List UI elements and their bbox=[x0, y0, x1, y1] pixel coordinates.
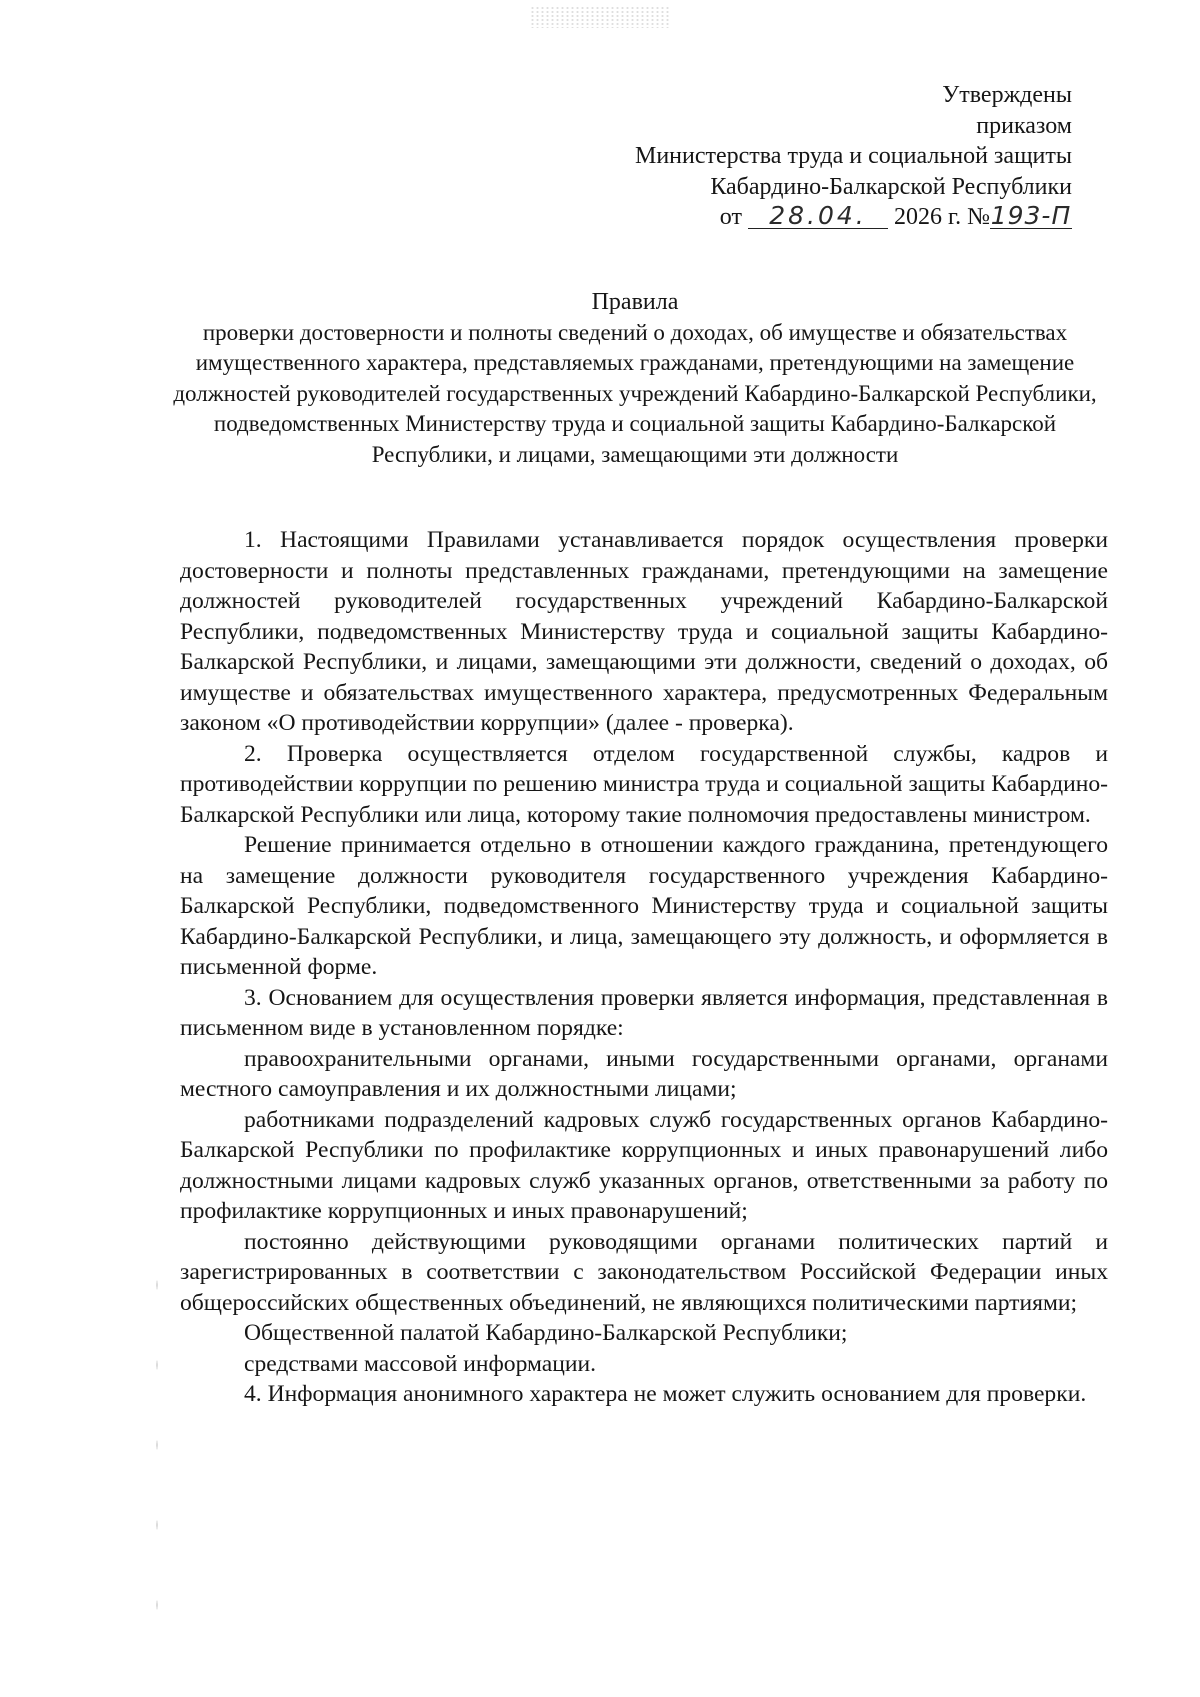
approval-line-order: приказом bbox=[976, 112, 1072, 139]
paragraph-1: 1. Настоящими Правилами устанавливается порядок осуществления проверки достоверности и полноты представленных гражданами, претендующими на замещение должностей руководителей государственных учреждений Кабардино-Балкарской Республики, подведомственных Министерству труда и социальной защиты Кабардино-Балкарской Республики, и лицами, замещающими эти должности, сведений о доходах, об имуществе и обязательствах имущественного характера, предусмотренных Федеральным законом «О противодействии коррупции» (далее - проверка). bbox=[180, 527, 1108, 736]
approval-line-approved: Утверждены bbox=[942, 82, 1072, 108]
paragraph-2: 2. Проверка осуществляется отделом государственной службы, кадров и противодействии коррупции по решению министра труда и социальной защиты Кабардино-Балкарской Республики или лица, которому такие полномочия предоставлены министром. bbox=[180, 740, 1108, 828]
approval-line-republic: Кабардино-Балкарской Республики bbox=[710, 173, 1072, 200]
approval-line-date bbox=[635, 202, 1072, 233]
scan-artifact bbox=[530, 6, 670, 28]
paragraph-8: Общественной палатой Кабардино-Балкарской Республики; bbox=[244, 1320, 848, 1346]
date-prefix: от bbox=[719, 204, 742, 230]
paragraph-10: 4. Информация анонимного характера не может служить основанием для проверки. bbox=[244, 1381, 1087, 1407]
paragraph-4: 3. Основанием для осуществления проверки является информация, представленная в письменном виде в установленном порядке: bbox=[180, 984, 1108, 1041]
paragraph-5: правоохранительными органами, иными государственными органами, органами местного самоуправления и их должностными лицами; bbox=[180, 1045, 1108, 1102]
paragraph-9: средствами массовой информации. bbox=[244, 1350, 597, 1377]
document-title bbox=[170, 287, 1100, 471]
handwritten-order-number: 193-П bbox=[990, 201, 1072, 230]
paragraph-3: Решение принимается отдельно в отношении каждого гражданина, претендующего на замещение должности руководителя государственного учреждения Кабардино-Балкарской Республики, подведомственного Министерству труда и социальной защиты Кабардино-Балкарской Республики, и лица, замещающего эту должность, и оформляется в письменной форме. bbox=[180, 832, 1108, 980]
title-subtitle: проверки достоверности и полноты сведений о доходах, об имуществе и обязательствах имущественного характера, представляемых гражданами, претендующими на замещение должностей руководителей государственных учреждений Кабардино-Балкарской Республики, подведомственных Министерству труда и социальной защиты Кабардино-Балкарской Республики, и лицами, замещающими эти должности bbox=[173, 319, 1097, 467]
title-word: Правила bbox=[591, 289, 679, 315]
document-body bbox=[180, 525, 1108, 1410]
scan-margin-artifact bbox=[150, 1245, 164, 1645]
approval-block bbox=[635, 80, 1072, 233]
paragraph-6: работниками подразделений кадровых служб государственных органов Кабардино-Балкарской Республики по профилактике коррупционных и иных правонарушений либо должностными лицами кадровых служб указанных органов, ответственными за работу по профилактике коррупционных и иных правонарушений; bbox=[180, 1106, 1108, 1224]
year-number-label: 2026 г. № bbox=[893, 204, 990, 230]
paragraph-7: постоянно действующими руководящими органами политических партий и зарегистрированных в соответствии с законодательством Российской Федерации иных общероссийских общественных объединений, не являющихся политическими партиями; bbox=[180, 1228, 1108, 1316]
approval-line-ministry: Министерства труда и социальной защиты bbox=[634, 143, 1072, 169]
handwritten-date: 28.04. bbox=[748, 204, 888, 229]
